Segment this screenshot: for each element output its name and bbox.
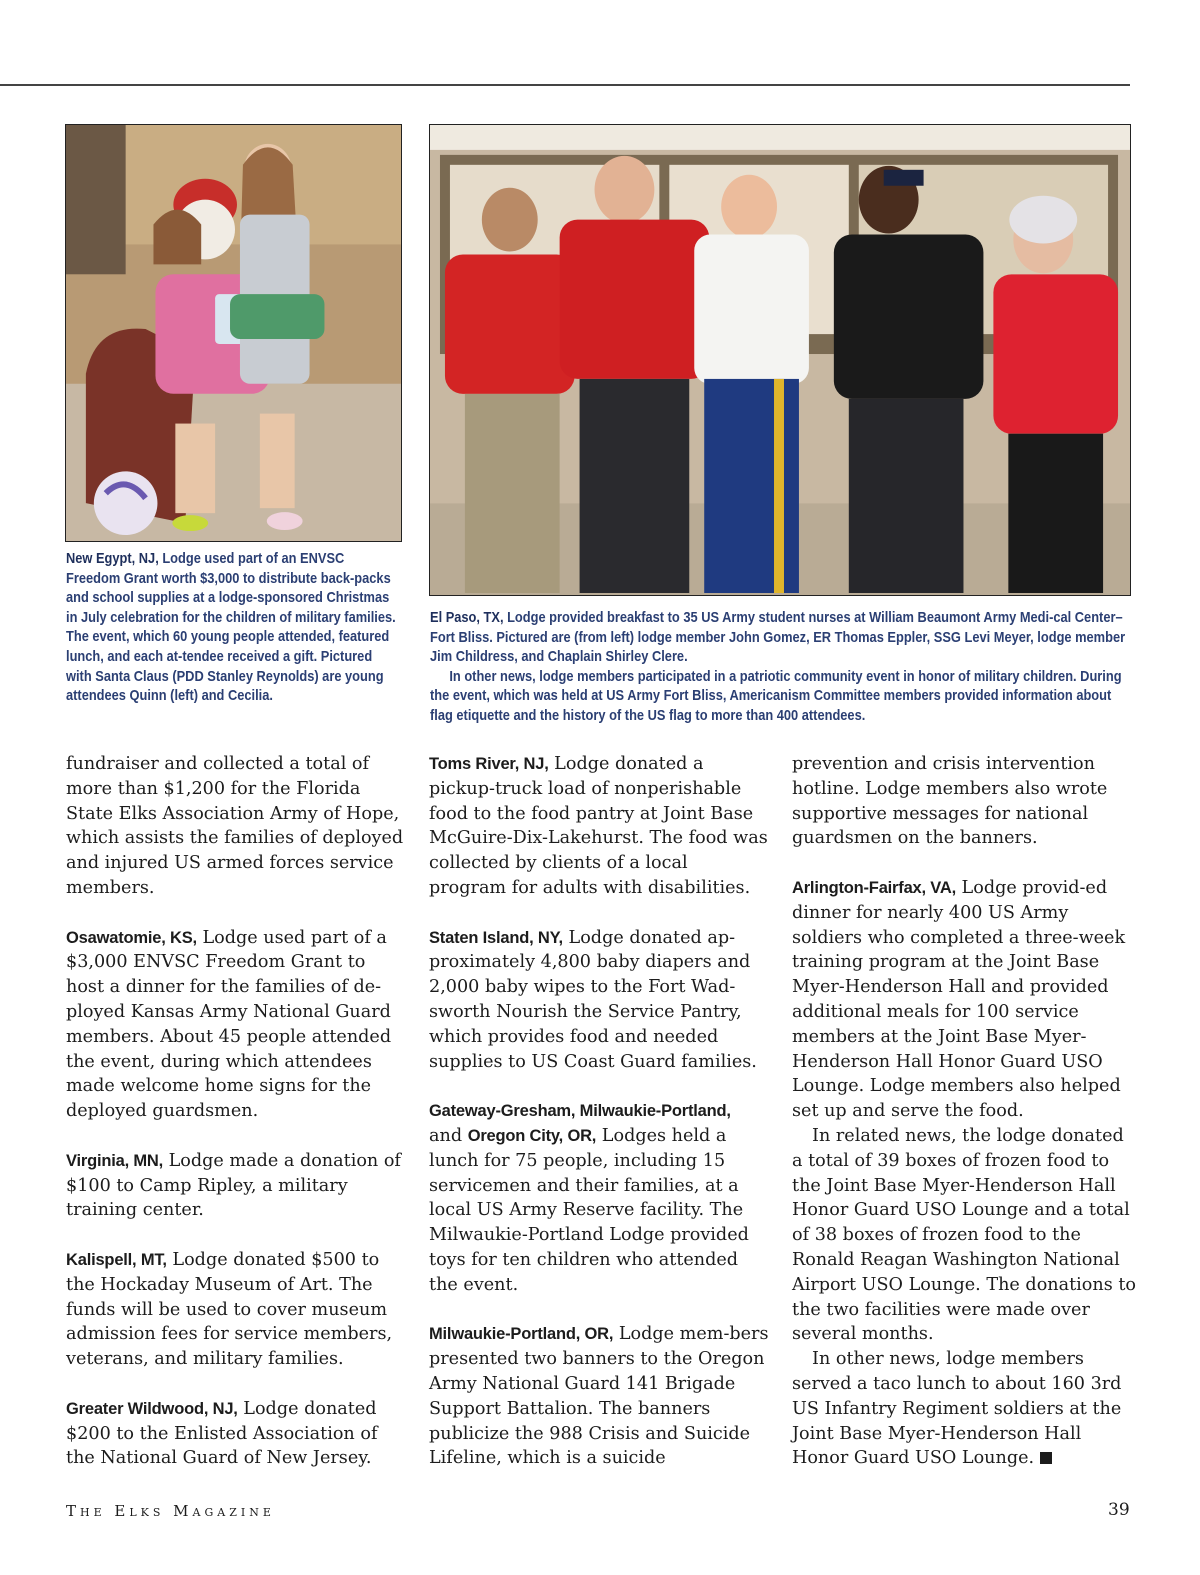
paragraph-text: Lodges held a lunch for 75 people, including 15 servicemen and their families, at a local US Army Reserve facility. The Milwaukie-Portland Lodge provided toys for ten children who attended the event. xyxy=(429,1125,749,1295)
article-paragraph xyxy=(66,1248,408,1372)
article-paragraph xyxy=(66,926,408,1124)
paragraph-place: Kalispell, MT, xyxy=(66,1250,167,1269)
caption-place: New Egypt, NJ, xyxy=(66,551,159,567)
article-paragraph xyxy=(429,1322,769,1471)
caption-text-other-news: In other news, lodge members participated in a patriotic community event in honor of military children. During the event, which was held at US Army Fort Bliss, Americanism Committee members provided information about flag etiquette and the history of the US flag to more than 400 attendees. xyxy=(430,668,1122,724)
paragraph-place: Virginia, MN, xyxy=(66,1151,164,1170)
paragraph-place-2: Oregon City, OR, xyxy=(467,1126,597,1145)
paragraph-place: Toms River, NJ, xyxy=(429,755,549,773)
magazine-name: The Elks Magazine xyxy=(66,1502,275,1520)
paragraph-text: Lodge donated $200 to the Enlisted Association of the National Guard of New Jersey. xyxy=(66,1398,378,1469)
article-paragraph xyxy=(792,876,1137,1124)
article-paragraph xyxy=(792,1347,1137,1471)
article-paragraph xyxy=(792,752,1137,851)
caption-new-egypt xyxy=(66,550,399,707)
article-column-3 xyxy=(792,752,1137,1471)
paragraph-text: fundraiser and collected a total of more than $1,200 for the Florida State Elks Association Army of Hope, which assists the families of deployed and injured US armed forces service members. xyxy=(66,754,404,898)
paragraph-place: Staten Island, NY, xyxy=(429,928,563,947)
caption-el-paso xyxy=(430,609,1130,727)
header-rule xyxy=(0,84,1130,86)
caption-place: El Paso, TX, xyxy=(430,610,504,626)
paragraph-place: Greater Wildwood, NJ, xyxy=(66,1399,238,1418)
paragraph-connector: and xyxy=(429,1125,468,1146)
article-column-2 xyxy=(429,752,769,1471)
paragraph-place: Gateway-Gresham, Milwaukie-Portland, xyxy=(429,1102,731,1121)
end-mark-icon xyxy=(1040,1452,1052,1464)
paragraph-text: Lodge mem-bers presented two banners to the Oregon Army National Guard 141 Brigade Support Battalion. The banners publicize the 988 Crisis and Suicide Lifeline, which is a suicide xyxy=(429,1324,769,1469)
photo-new-egypt xyxy=(65,124,402,542)
paragraph-place: Arlington-Fairfax, VA, xyxy=(792,878,956,897)
article-paragraph xyxy=(429,926,769,1075)
article-paragraph xyxy=(66,1149,408,1223)
photo-el-paso xyxy=(429,124,1131,596)
photo-new-egypt-illustration xyxy=(66,125,401,541)
paragraph-text: In other news, lodge members served a taco lunch to about 160 3rd US Infantry Regiment soldiers at the Joint Base Myer-Henderson Hall Honor Guard USO Lounge. xyxy=(792,1349,1122,1469)
paragraph-text: Lodge used part of a $3,000 ENVSC Freedom Grant to host a dinner for the families of de-ployed Kansas Army National Guard members. About 45 people attended the event, during which attendees made welcome home signs for the deployed guardsmen. xyxy=(66,927,392,1122)
photo-el-paso-illustration xyxy=(430,125,1130,595)
article-paragraph xyxy=(792,1124,1137,1347)
paragraph-place: Osawatomie, KS, xyxy=(66,928,197,947)
paragraph-text: Lodge donated ap-proximately 4,800 baby diapers and 2,000 baby wipes to the Fort Wad-sworth Nourish the Service Pantry, which provides food and needed supplies to US Coast Guard families. xyxy=(429,927,757,1072)
paragraph-text: Lodge donated a pickup-truck load of nonperishable food to the food pantry at Joint Base McGuire-Dix-Lakehurst. The food was collected by clients of a local program for adults with disabilities. xyxy=(429,754,768,898)
article-paragraph xyxy=(66,752,408,901)
caption-text: Lodge used part of an ENVSC Freedom Grant worth $3,000 to distribute back-packs and school supplies at a lodge-sponsored Christmas in July celebration for the children of military families. The event, which 60 young people attended, featured lunch, and each at-tendee received a gift. Pictured with Santa Claus (PDD Stanley Reynolds) are young attendees Quinn (left) and Cecilia. xyxy=(66,551,396,705)
paragraph-place: Milwaukie-Portland, OR, xyxy=(429,1325,614,1344)
article-paragraph xyxy=(429,752,769,901)
caption-text: Lodge provided breakfast to 35 US Army student nurses at William Beaumont Army Medi-cal Center–Fort Bliss. Pictured are (from left) lodge member John Gomez, ER Thomas Eppler, SSG Levi Meyer, lodge member Jim Childress, and Chaplain Shirley Clere. xyxy=(430,610,1126,666)
paragraph-text: prevention and crisis intervention hotline. Lodge members also wrote supportive messages for national guardsmen on the banners. xyxy=(792,754,1108,849)
page-number: 39 xyxy=(1108,1500,1130,1520)
article-column-1 xyxy=(66,752,408,1471)
article-paragraph xyxy=(429,1099,769,1297)
paragraph-text: Lodge donated $500 to the Hockaday Museum of Art. The funds will be used to cover museum admission fees for service members, veterans, and military families. xyxy=(66,1249,393,1370)
paragraph-text: In related news, the lodge donated a total of 39 boxes of frozen food to the Joint Base Myer-Henderson Hall Honor Guard USO Lounge and a total of 38 boxes of frozen food to the Ronald Reagan Washington National Airport USO Lounge. The donations to the two facilities were made over several months. xyxy=(792,1125,1137,1345)
article-paragraph xyxy=(66,1397,408,1471)
paragraph-text: Lodge provid-ed dinner for nearly 400 US Army soldiers who completed a three-week training program at the Joint Base Myer-Henderson Hall and provided additional meals for 100 service members at the Joint Base Myer-Henderson Hall Honor Guard USO Lounge. Lodge members also helped set up and serve the food. xyxy=(792,877,1126,1122)
paragraph-text: Lodge made a donation of $100 to Camp Ripley, a military training center. xyxy=(66,1150,401,1221)
